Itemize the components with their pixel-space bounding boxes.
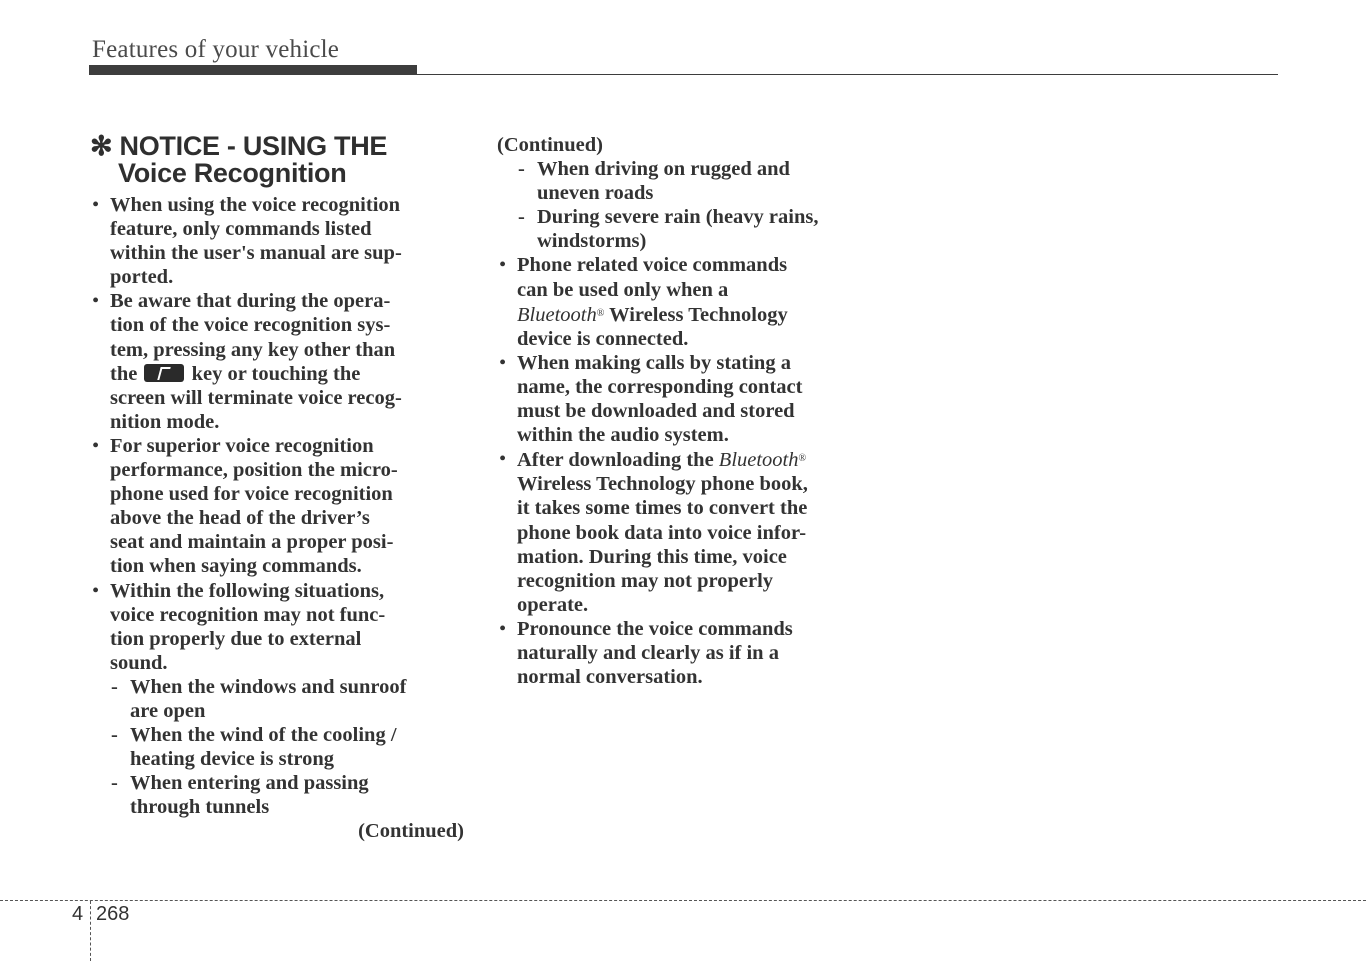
bullet-pronounce-naturally <box>497 617 887 689</box>
text-fragment: Wireless Technology <box>604 303 788 326</box>
text-line: feature, only commands listed <box>110 218 372 241</box>
text-line: can be used only when a <box>517 278 729 301</box>
text-line: ported. <box>110 266 174 289</box>
dash-item-tunnels <box>90 771 470 819</box>
text-line: - When the wind of the cooling / <box>130 724 397 747</box>
text-line: windstorms) <box>537 230 647 253</box>
text-line: heating device is strong <box>130 748 335 771</box>
voice-recognition-key-icon <box>144 364 184 382</box>
text-line: tion properly due to external <box>110 627 362 650</box>
text-line: phone book data into voice infor- <box>517 521 807 544</box>
text-line <box>110 362 470 386</box>
text-line: it takes some times to convert the <box>517 497 808 520</box>
page-number: 268 <box>96 903 130 925</box>
text-line: through tunnels <box>130 796 270 819</box>
dash-item-windows-open <box>90 675 470 723</box>
right-column <box>497 133 887 689</box>
text-line: sound. <box>110 651 168 674</box>
text-line <box>517 447 887 472</box>
text-line: voice recognition may not func- <box>110 603 386 626</box>
chapter-number: 4 <box>72 903 84 925</box>
footer-separator <box>90 901 91 961</box>
registered-mark: ® <box>798 453 807 465</box>
text-line: • When making calls by stating a <box>517 351 791 374</box>
bullet-phone-commands <box>497 253 887 350</box>
text-line: tion of the voice recognition sys- <box>110 314 391 337</box>
section-title: Features of your vehicle <box>92 36 340 63</box>
bluetooth-trademark: Bluetooth <box>517 303 597 326</box>
bullet-supported-commands <box>90 193 470 289</box>
text-line: • For superior voice recognition <box>110 434 374 457</box>
text-line: - When driving on rugged and <box>537 158 790 181</box>
text-line: • Within the following situations, <box>110 579 385 602</box>
notice-heading <box>90 133 470 187</box>
text-line: within the user's manual are sup- <box>110 242 402 265</box>
text-line: phone used for voice recognition <box>110 483 393 506</box>
text-line: - During severe rain (heavy rains, <box>537 206 819 229</box>
text-fragment: the <box>110 362 138 385</box>
left-column <box>90 193 470 844</box>
dash-item-severe-rain <box>497 205 887 253</box>
dash-item-rugged-roads <box>497 157 887 205</box>
text-line: mation. During this time, voice <box>517 545 787 568</box>
text-line: • Pronounce the voice commands <box>517 617 793 640</box>
text-line <box>517 302 887 327</box>
text-line: recognition may not properly <box>517 569 774 592</box>
bullet-key-press-terminates <box>90 289 470 434</box>
text-line: device is connected. <box>517 327 689 350</box>
continued-label: (Continued) <box>358 820 464 843</box>
text-line: seat and maintain a proper posi- <box>110 531 394 554</box>
text-line: above the head of the driver’s <box>110 507 370 530</box>
continued-label: (Continued) <box>497 134 603 156</box>
text-line: naturally and clearly as if in a <box>517 641 779 664</box>
text-line: - When the windows and sunroof <box>130 675 407 698</box>
text-line: name, the corresponding contact <box>517 375 803 398</box>
text-line: performance, position the micro- <box>110 459 398 482</box>
text-line: operate. <box>517 593 589 616</box>
bullet-contacts-download <box>497 351 887 447</box>
bullet-phonebook-conversion <box>497 447 887 617</box>
text-line: normal conversation. <box>517 666 703 689</box>
bullet-external-sound <box>90 579 470 675</box>
footer-rule <box>0 900 1366 901</box>
text-line: uneven roads <box>537 182 654 205</box>
header-rule <box>89 74 1278 75</box>
dash-item-cooling-wind <box>90 723 470 771</box>
text-line: tion when saying commands. <box>110 555 362 578</box>
text-line: • Phone related voice commands <box>517 254 788 277</box>
text-fragment: After downloading the <box>517 449 719 472</box>
text-line: nition mode. <box>110 410 220 433</box>
text-line: must be downloaded and stored <box>517 400 795 423</box>
notice-heading-line2: Voice Recognition <box>118 158 347 188</box>
text-line: screen will terminate voice recog- <box>110 386 402 409</box>
notice-heading-line1: ✻ NOTICE - USING THE <box>90 131 388 161</box>
text-line: tem, pressing any key other than <box>110 338 396 361</box>
bluetooth-trademark: Bluetooth <box>718 449 799 472</box>
text-fragment: key or touching the <box>191 362 361 385</box>
text-line: - When entering and passing <box>130 772 369 795</box>
text-line: within the audio system. <box>517 424 729 447</box>
text-line: • Be aware that during the opera- <box>110 290 391 313</box>
text-line: Wireless Technology phone book, <box>517 473 808 496</box>
registered-mark: ® <box>596 307 605 319</box>
text-line: • When using the voice recognition <box>110 194 401 216</box>
text-line: are open <box>130 699 206 722</box>
bullet-microphone-position <box>90 434 470 579</box>
